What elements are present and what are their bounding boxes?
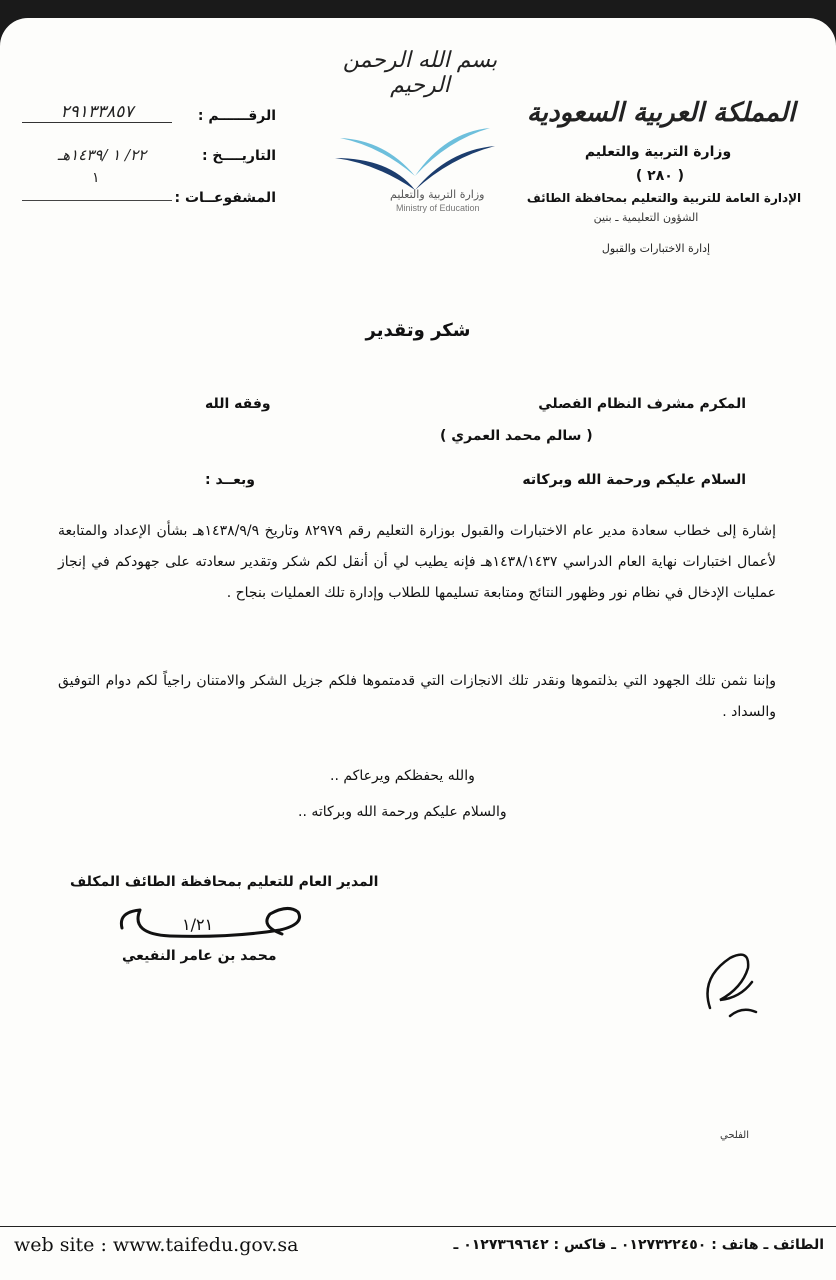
svg-text:١/٢١: ١/٢١ [182, 915, 214, 934]
recipient-name: ( سالم محمد العمري ) [440, 428, 593, 444]
letter-title: شكر وتقدير [365, 320, 471, 341]
handwritten-signature [110, 900, 310, 948]
attachments-label: المشفوعــات : [174, 190, 276, 206]
kingdom-title: المملكة العربية السعودية [526, 98, 796, 128]
affairs-name: الشؤون التعليمية ـ بنين [593, 211, 699, 224]
footer-contacts: الطائف ـ هاتف : ٠١٢٧٣٢٢٤٥٠ ـ فاكس : ٠١٢٧٣٦٩٦٤٢ ـ [453, 1237, 824, 1253]
administration-name: الإدارة العامة للتربية والتعليم بمحافظة الطائف [526, 191, 802, 205]
reference-number: ٢٩١٣٣٨٥٧ [22, 102, 172, 123]
footer-website: web site : www.taifedu.gov.sa [14, 1234, 299, 1256]
reference-label: الرقــــــم : [197, 108, 276, 124]
logo-arabic-text: وزارة التربية والتعليم [390, 188, 485, 201]
letter-page [0, 18, 836, 1280]
department-name: إدارة الاختبارات والقبول [601, 242, 711, 255]
greeting: السلام عليكم ورحمة الله وبركاته [522, 472, 746, 488]
date-extra: ١ [92, 170, 100, 186]
logo-english-text: Ministry of Education [396, 203, 480, 213]
ministry-name: وزارة التربية والتعليم [584, 144, 732, 160]
footer [14, 1234, 824, 1256]
attachments-line [22, 200, 172, 201]
signatory-name: محمد بن عامر النفيعي [122, 948, 277, 964]
signatory-title: المدير العام للتعليم بمحافظة الطائف المكلف [70, 874, 379, 890]
ministry-code: ( ٢٨٠ ) [635, 168, 685, 184]
basmala: بسم الله الرحمن الرحيم [342, 48, 498, 98]
body-paragraph-2: وإننا نثمن تلك الجهود التي بذلتموها ونقدر تلك الانجازات التي قدمتموها فلكم جزيل الشكر والامتنان راجياً لكم دوام التوفيق والسداد . [58, 673, 776, 720]
date-value: ٢٢/ ١ /١٤٣٩هـ [57, 146, 147, 164]
typist-initials: الفلحي [720, 1130, 749, 1141]
closing-line-2: والسلام عليكم ورحمة الله وبركاته .. [298, 804, 507, 820]
recipient: المكرم مشرف النظام الفصلي [538, 396, 746, 412]
after-greeting: وبعــد : [205, 472, 255, 488]
body-paragraph-1: إشارة إلى خطاب سعادة مدير عام الاختبارات والقبول بوزارة التعليم رقم ٨٢٩٧٩ وتاريخ ١٤٣٨/٩/٩هـ بشأن الإعداد والمتابعة لأعمال اختبارات نهاية العام الدراسي ١٤٣٨/١٤٣٧هـ فإنه يطيب لي أن أنقل لكم شكر وتقدير سعادته على جهودكم في إنجاز عمليات الإدخال في نظام نور وظهور النتائج ومتابعة تسليمها للطلاب وإدارة تلك العمليات بنجاح . [58, 523, 777, 601]
footer-divider [0, 1226, 836, 1227]
blessing: وفقه الله [205, 396, 271, 412]
handwritten-initials [690, 938, 770, 1028]
closing-line-1: والله يحفظكم ويرعاكم .. [330, 768, 475, 784]
date-label: التاريــــخ : [201, 148, 276, 164]
